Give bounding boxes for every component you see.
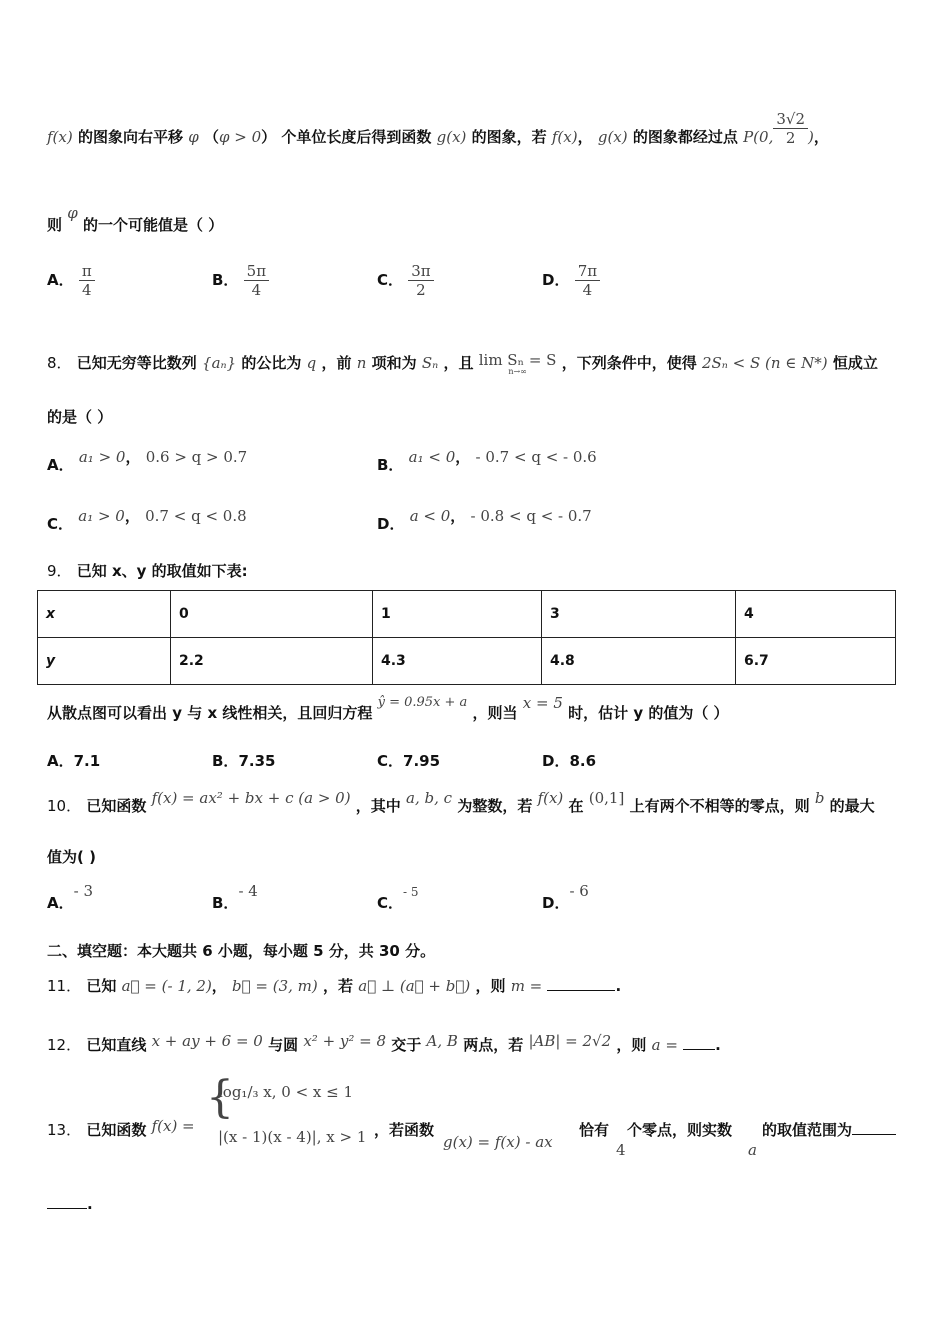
q8-line2: 的是（ ）	[47, 408, 113, 426]
q11: 11． 已知 a⃗ = (- 1, 2)， b⃗ = (3, m) ，若 a⃗ ⊥ (a⃗ + b⃗) ，则 m = .	[47, 977, 622, 995]
q9-question: 从散点图可以看出 y 与 x 线性相关，且回归方程 ŷ = 0.95x + a ，则当 x = 5 时，估计 y 的值为（ ）	[47, 694, 729, 722]
q9-title: 9． 已知 x、y 的取值如下表:	[47, 562, 248, 580]
q7-option-b[interactable]: B． $\frac{5\pi}{4}$	[212, 262, 269, 299]
q8-option-c[interactable]: C． a₁ > 0， 0.7 < q < 0.8	[47, 507, 247, 533]
q8-line1: 8． 已知无穷等比数列 {aₙ} 的公比为 q ，前 n 项和为 Sₙ ，且 lim Sₙ = S n→∞ ，下列条件中，使得 2Sₙ < S (n ∈ N*) 恒成立	[47, 351, 878, 376]
q13-case-1: log₁/₃ x, 0 < x ≤ 1	[218, 1083, 354, 1101]
table-cell: 4	[736, 591, 896, 638]
table-cell: 4.8	[542, 638, 736, 685]
q9-option-b[interactable]: B．7.35	[212, 752, 276, 770]
q13-line2: .	[47, 1195, 93, 1213]
table-row	[38, 638, 896, 685]
q8-limit: lim Sₙ = S n→∞	[478, 351, 557, 376]
q8-option-b[interactable]: B． a₁ < 0， - 0.7 < q < - 0.6	[377, 448, 597, 474]
table-cell: 4.3	[373, 638, 542, 685]
q13-t5: 的取值范围为	[762, 1119, 896, 1140]
q7-fx: f(x)	[47, 128, 73, 146]
q7-line1: f(x) 的图象向右平移 φ （φ > 0） 个单位长度后得到函数 g(x) 的图象，若 f(x)， g(x) 的图象都经过点 P(0, $\frac{3√2}{2}$ )，	[47, 110, 829, 147]
q10-option-d[interactable]: D．- 6	[542, 882, 589, 912]
q13-t4: 个零点，则实数	[627, 1121, 733, 1139]
section-heading: 二、填空题：本大题共 6 小题，每小题 5 分，共 30 分。	[47, 942, 436, 960]
q13-brace: {	[206, 1072, 234, 1123]
q10-option-a[interactable]: A．- 3	[47, 882, 93, 912]
q7-point: P(0,	[743, 128, 774, 146]
q11-answer-blank[interactable]	[547, 990, 615, 991]
table-row	[38, 591, 896, 638]
q9-option-a[interactable]: A．7.1	[47, 752, 101, 770]
q10-option-b[interactable]: B．- 4	[212, 882, 258, 912]
q9-option-d[interactable]: D．8.6	[542, 752, 597, 770]
q10-line1: 10． 已知函数 f(x) = ax² + bx + c (a > 0) ，其中 a, b, c 为整数，若 f(x) 在 (0,1] 上有两个不相等的零点，则 b 的最大	[47, 789, 875, 815]
q7-line2: 则 φ 的一个可能值是（ ）	[47, 204, 224, 234]
table-cell: 0	[171, 591, 373, 638]
q8-option-a[interactable]: A． a₁ > 0， 0.6 > q > 0.7	[47, 448, 248, 474]
q7-point-fraction: $\frac{3√2}{2}$	[773, 110, 808, 147]
q7-option-a[interactable]: A． $\frac{\pi}{4}$	[47, 262, 95, 299]
q13-gx: g(x) = f(x) - ax	[443, 1133, 553, 1151]
table-cell: y	[38, 638, 171, 685]
q13-prefix: 13． 已知函数 f(x) =	[47, 1117, 195, 1139]
q13-answer-blank[interactable]	[852, 1134, 896, 1135]
q9-option-c[interactable]: C．7.95	[377, 752, 441, 770]
q13-case-2: |(x - 1)(x - 4)|, x > 1	[218, 1128, 367, 1146]
q13-t3: 恰有	[579, 1121, 610, 1139]
table-cell: 6.7	[736, 638, 896, 685]
q13-middle: ，若函数	[374, 1121, 435, 1139]
q7-option-c[interactable]: C． $\frac{3\pi}{2}$	[377, 262, 434, 299]
q13-answer-blank-cont[interactable]	[47, 1208, 87, 1209]
q10-option-c[interactable]: C．- 5	[377, 885, 419, 912]
q7-option-d[interactable]: D． $\frac{7\pi}{4}$	[542, 262, 600, 299]
table-cell: x	[38, 591, 171, 638]
q12-answer-blank[interactable]	[683, 1049, 715, 1050]
q13-four: 4	[616, 1141, 626, 1159]
q9-data-table	[37, 590, 896, 685]
table-cell: 2.2	[171, 638, 373, 685]
table-cell: 1	[373, 591, 542, 638]
q10-line2: 值为( )	[47, 848, 96, 866]
q8-option-d[interactable]: D． a < 0， - 0.8 < q < - 0.7	[377, 507, 592, 533]
table-cell: 3	[542, 591, 736, 638]
q13-a: a	[748, 1141, 757, 1159]
q12: 12． 已知直线 x + ay + 6 = 0 与圆 x² + y² = 8 交于 A, B 两点，若 |AB| = 2√2 ，则 a = .	[47, 1032, 721, 1054]
